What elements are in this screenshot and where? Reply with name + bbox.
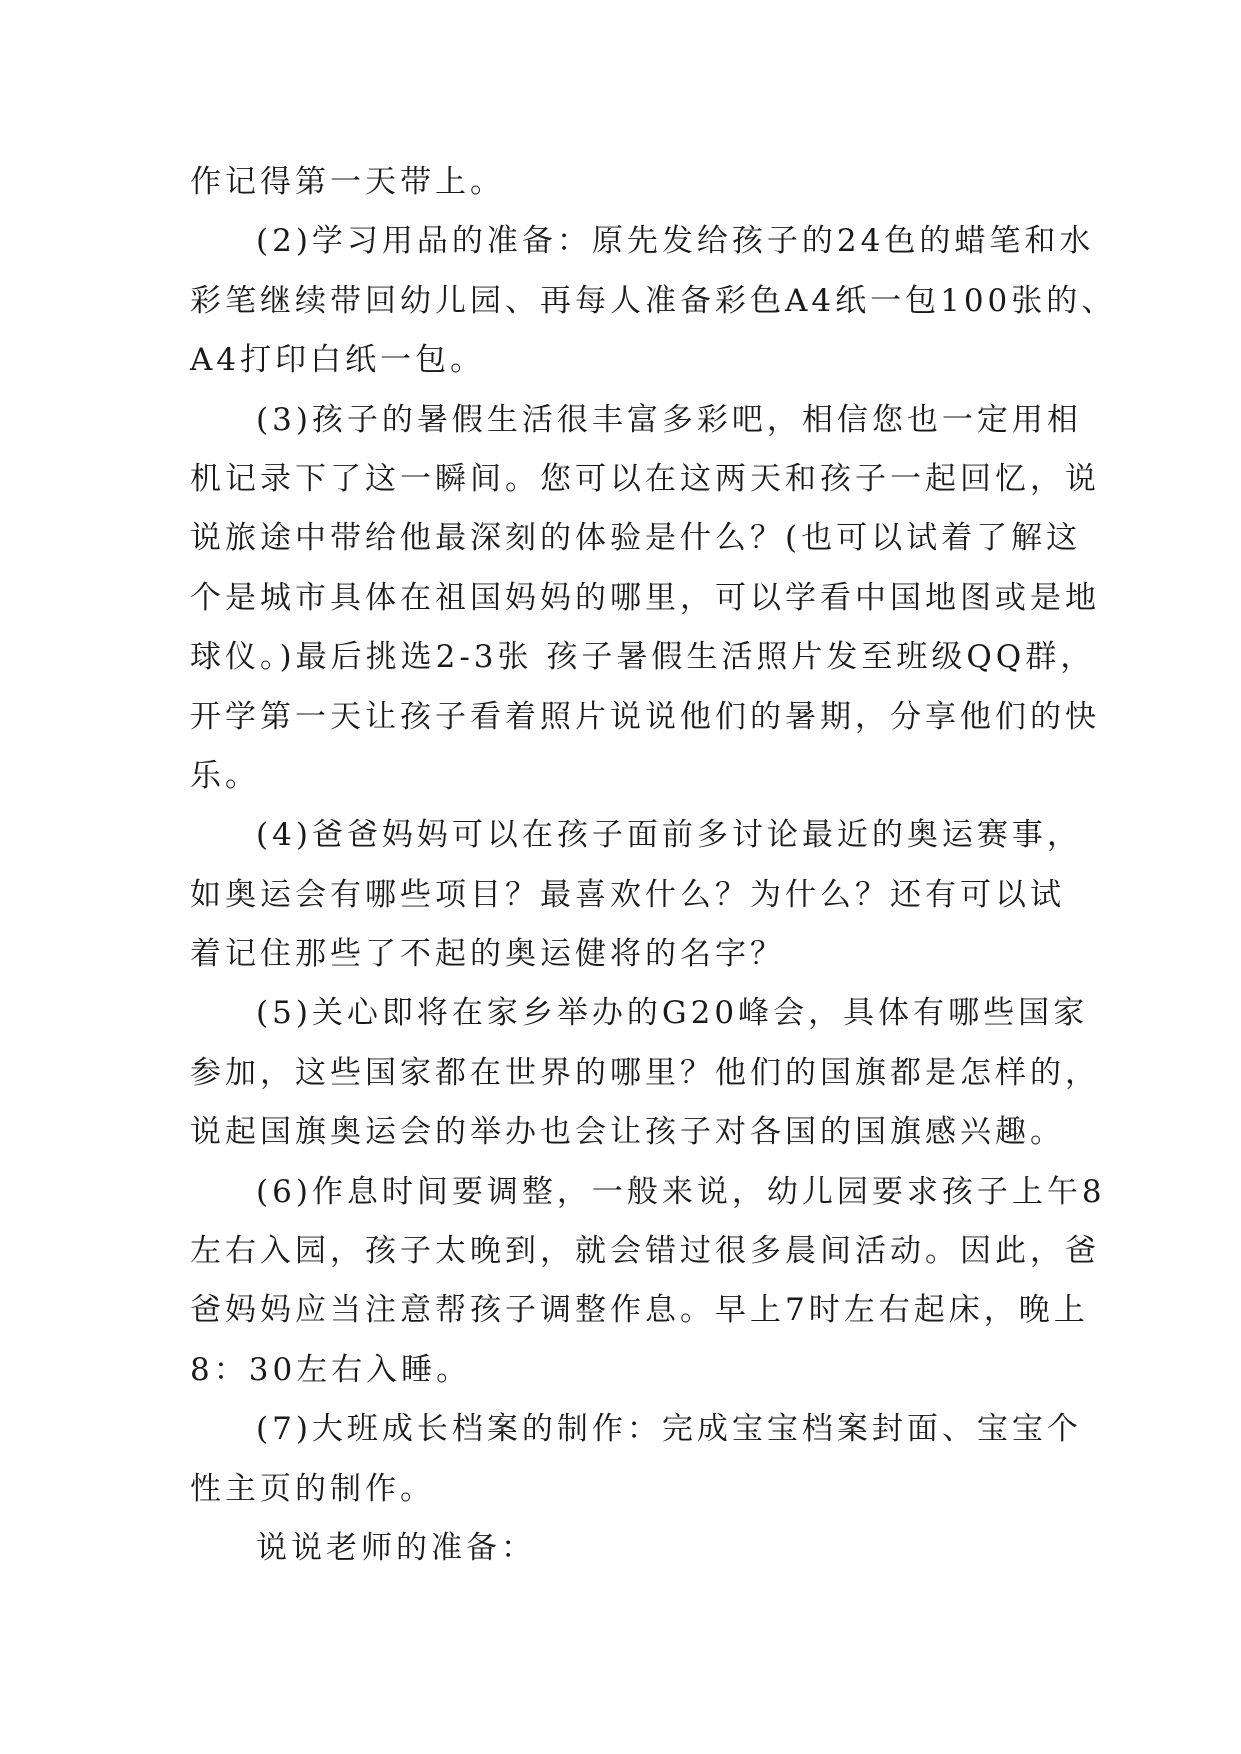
- paragraph-item-3-line: (3)孩子的暑假生活很丰富多彩吧，相信您也一定用相: [256, 402, 1082, 438]
- text-line: 个是城市具体在祖国妈妈的哪里，可以学看中国地图或是地: [190, 580, 1100, 616]
- text-line: 爸妈妈应当注意帮孩子调整作息。早上7时左右起床，晚上: [190, 1292, 1089, 1328]
- text-line: 说起国旗奥运会的举办也会让孩子对各国的国旗感兴趣。: [190, 1114, 1065, 1150]
- text-line: 球仪。)最后挑选2-3张 孩子暑假生活照片发至班级QQ群，: [190, 639, 1096, 675]
- paragraph-item-6-line: (6)作息时间要调整，一般来说，幼儿园要求孩子上午8: [256, 1174, 1106, 1210]
- text-line: 如奥运会有哪些项目？最喜欢什么？为什么？还有可以试: [190, 877, 1065, 913]
- section-heading-line: 说说老师的准备：: [256, 1530, 536, 1566]
- text-line: 8：30左右入睡。: [190, 1352, 472, 1388]
- text-line: A4打印白纸一包。: [190, 342, 486, 378]
- text-line: 彩笔继续带回幼儿园、再每人准备彩色A4纸一包100张的、: [190, 283, 1117, 319]
- text-line: 着记住那些了不起的奥运健将的名字？: [190, 936, 785, 972]
- text-line: 参加，这些国家都在世界的哪里？他们的国旗都是怎样的，: [190, 1055, 1100, 1091]
- text-line: 作记得第一天带上。: [190, 164, 505, 200]
- text-line: 乐。: [190, 758, 260, 794]
- text-line: 性主页的制作。: [190, 1471, 435, 1507]
- text-line: 左右入园，孩子太晚到，就会错过很多晨间活动。因此，爸: [190, 1233, 1100, 1269]
- text-line: 说旅途中带给他最深刻的体验是什么？(也可以试着了解这: [190, 520, 1082, 556]
- paragraph-item-5-line: (5)关心即将在家乡举办的G20峰会，具体有哪些国家: [256, 995, 1089, 1031]
- text-line: 开学第一天让孩子看着照片说说他们的暑期，分享他们的快: [190, 699, 1100, 735]
- paragraph-item-7-line: (7)大班成长档案的制作：完成宝宝档案封面、宝宝个: [256, 1411, 1082, 1447]
- text-line: 机记录下了这一瞬间。您可以在这两天和孩子一起回忆，说: [190, 461, 1100, 497]
- paragraph-item-4-line: (4)爸爸妈妈可以在孩子面前多讨论最近的奥运赛事，: [256, 817, 1082, 853]
- paragraph-item-2-line: (2)学习用品的准备：原先发给孩子的24色的蜡笔和水: [256, 223, 1095, 259]
